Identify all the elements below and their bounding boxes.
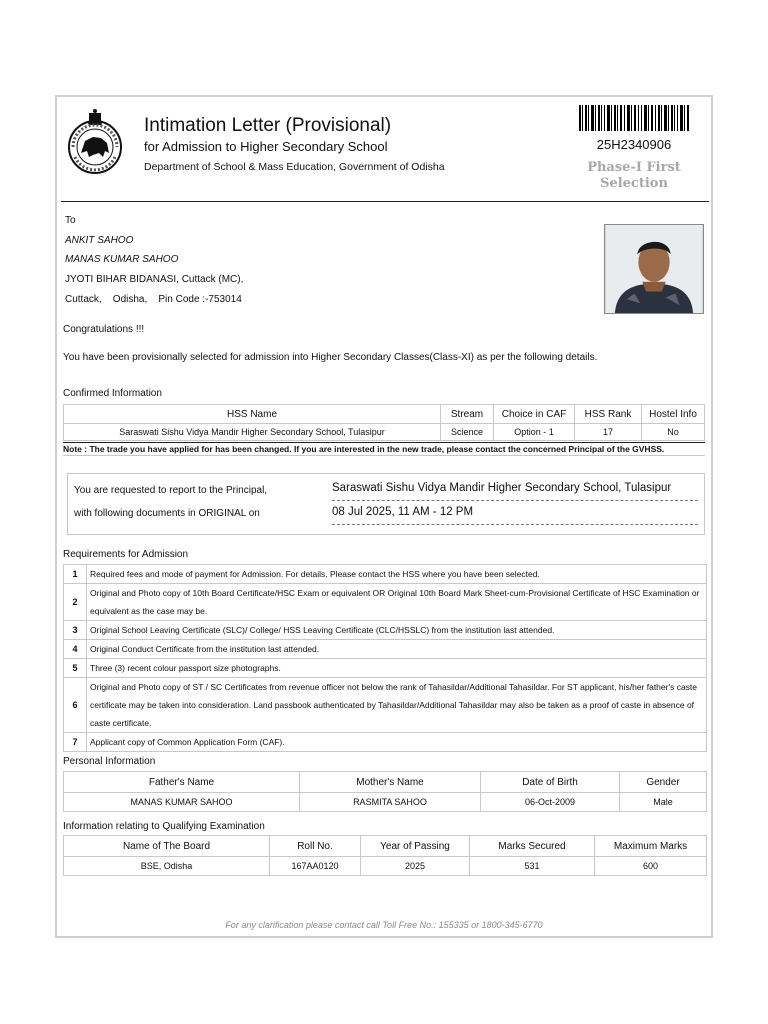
column-header: Roll No. bbox=[270, 836, 361, 857]
odisha-emblem-icon bbox=[65, 107, 125, 179]
table-cell: RASMITA SAHOO bbox=[300, 793, 481, 812]
table-cell: Science bbox=[441, 424, 494, 441]
item-text: Original and Photo copy of 10th Board Certificate/HSC Exam or equivalent OR Original 10th Board Mark Sheet-cum-Provisional Certificate of HSC Examination or equivalent as the case may be. bbox=[87, 584, 707, 621]
item-text: Original School Leaving Certificate (SLC)/ College/ HSS Leaving Certificate (CLC/HSSLC) from the institution last attended. bbox=[87, 621, 707, 640]
item-number: 4 bbox=[64, 640, 87, 659]
personal-info-heading: Personal Information bbox=[63, 756, 156, 767]
column-header: Mother's Name bbox=[300, 772, 481, 793]
column-header: Gender bbox=[620, 772, 707, 793]
table-cell: 167AA0120 bbox=[270, 857, 361, 876]
table-row bbox=[64, 621, 707, 640]
table-cell: MANAS KUMAR SAHOO bbox=[64, 793, 300, 812]
report-box bbox=[67, 473, 705, 535]
table-cell: Male bbox=[620, 793, 707, 812]
confirmed-info-table bbox=[63, 404, 705, 441]
table-cell: BSE, Odisha bbox=[64, 857, 270, 876]
item-number: 1 bbox=[64, 565, 87, 584]
table-cell: Option - 1 bbox=[494, 424, 575, 441]
confirmed-info-heading: Confirmed Information bbox=[63, 388, 162, 399]
qualifying-info-table bbox=[63, 835, 707, 876]
column-header: Marks Secured bbox=[470, 836, 595, 857]
item-number: 6 bbox=[64, 678, 87, 733]
dashed-divider bbox=[332, 500, 698, 501]
item-text: Original Conduct Certificate from the institution last attended. bbox=[87, 640, 707, 659]
table-cell: 531 bbox=[470, 857, 595, 876]
table-cell: 600 bbox=[595, 857, 707, 876]
item-text: Original and Photo copy of ST / SC Certificates from revenue officer not below the rank of Tahasildar/Additional Tahasildar. For ST applicant, his/her father's caste certificate may be taken into consideration. Land passbook authenticated by Tahasildar/Additional Tahasildar may also be taken as a proof of caste in absence of caste certificate. bbox=[87, 678, 707, 733]
page-subtitle: for Admission to Higher Secondary School bbox=[144, 139, 388, 154]
requirements-heading: Requirements for Admission bbox=[63, 549, 189, 560]
table-row bbox=[64, 640, 707, 659]
table-row bbox=[64, 678, 707, 733]
qualifying-info-heading: Information relating to Qualifying Examination bbox=[63, 821, 265, 832]
report-documents-prefix: with following documents in bbox=[74, 508, 199, 519]
trade-change-note: Note : The trade you have applied for has been changed. If you are interested in the new trade, please contact the concerned Principal of the GVHSS. bbox=[63, 442, 705, 456]
table-row bbox=[64, 793, 707, 812]
item-text: Applicant copy of Common Application Form (CAF). bbox=[87, 733, 707, 752]
guardian-name: MANAS KUMAR SAHOO bbox=[65, 254, 179, 265]
footer-contact: For any clarification please contact call Toll Free No.: 155335 or 1800-345-6770 bbox=[225, 920, 543, 930]
report-instruction: You are requested to report to the Principal, bbox=[74, 485, 268, 496]
table-cell: 06-Oct-2009 bbox=[481, 793, 620, 812]
table-cell: 2025 bbox=[361, 857, 470, 876]
column-header: Choice in CAF bbox=[494, 405, 575, 424]
table-cell: No bbox=[642, 424, 705, 441]
page-title: Intimation Letter (Provisional) bbox=[144, 115, 392, 136]
address-line2: Cuttack, Odisha, Pin Code :-753014 bbox=[65, 294, 242, 305]
personal-info-table bbox=[63, 771, 707, 812]
item-number: 7 bbox=[64, 733, 87, 752]
original-label: ORIGINAL bbox=[198, 508, 246, 519]
column-header: Date of Birth bbox=[481, 772, 620, 793]
address-line1: JYOTI BIHAR BIDANASI, Cuttack (MC), bbox=[65, 274, 244, 285]
column-header: Father's Name bbox=[64, 772, 300, 793]
column-header: Maximum Marks bbox=[595, 836, 707, 857]
department-name: Department of School & Mass Education, Government of Odisha bbox=[144, 161, 445, 173]
table-row bbox=[64, 659, 707, 678]
congratulations-text: Congratulations !!! bbox=[63, 324, 145, 335]
column-header: HSS Name bbox=[64, 405, 441, 424]
report-documents-line bbox=[74, 508, 260, 519]
table-header-row bbox=[64, 772, 707, 793]
dashed-divider bbox=[332, 524, 698, 525]
table-header-row bbox=[64, 836, 707, 857]
item-number: 5 bbox=[64, 659, 87, 678]
item-number: 3 bbox=[64, 621, 87, 640]
report-school-name: Saraswati Sishu Vidya Mandir Higher Secondary School, Tulasipur bbox=[332, 482, 672, 494]
item-number: 2 bbox=[64, 584, 87, 621]
column-header: Hostel Info bbox=[642, 405, 705, 424]
requirements-table bbox=[63, 564, 707, 752]
table-row bbox=[64, 584, 707, 621]
report-documents-suffix: on bbox=[245, 508, 260, 519]
table-row bbox=[64, 565, 707, 584]
header-divider bbox=[61, 201, 709, 202]
intimation-letter bbox=[55, 95, 713, 938]
student-name: ANKIT SAHOO bbox=[65, 235, 134, 246]
table-row bbox=[64, 424, 705, 441]
report-datetime: 08 Jul 2025, 11 AM - 12 PM bbox=[332, 506, 474, 518]
item-text: Required fees and mode of payment for Admission. For details, Please contact the HSS where you have been selected. bbox=[87, 565, 707, 584]
application-number: 25H2340906 bbox=[596, 137, 672, 152]
table-cell: Saraswati Sishu Vidya Mandir Higher Secondary School, Tulasipur bbox=[64, 424, 441, 441]
address-to: To bbox=[65, 215, 76, 226]
column-header: Name of The Board bbox=[64, 836, 270, 857]
column-header: Stream bbox=[441, 405, 494, 424]
table-header-row bbox=[64, 405, 705, 424]
barcode bbox=[579, 105, 689, 131]
item-text: Three (3) recent colour passport size photographs. bbox=[87, 659, 707, 678]
column-header: HSS Rank bbox=[575, 405, 642, 424]
table-cell: 17 bbox=[575, 424, 642, 441]
student-photo bbox=[604, 224, 704, 314]
table-row bbox=[64, 857, 707, 876]
column-header: Year of Passing bbox=[361, 836, 470, 857]
table-row bbox=[64, 733, 707, 752]
selection-message: You have been provisionally selected for admission into Higher Secondary Classes(Class-XI) as per the following details. bbox=[63, 352, 598, 363]
selection-phase: Phase-I First Selection bbox=[587, 160, 681, 191]
